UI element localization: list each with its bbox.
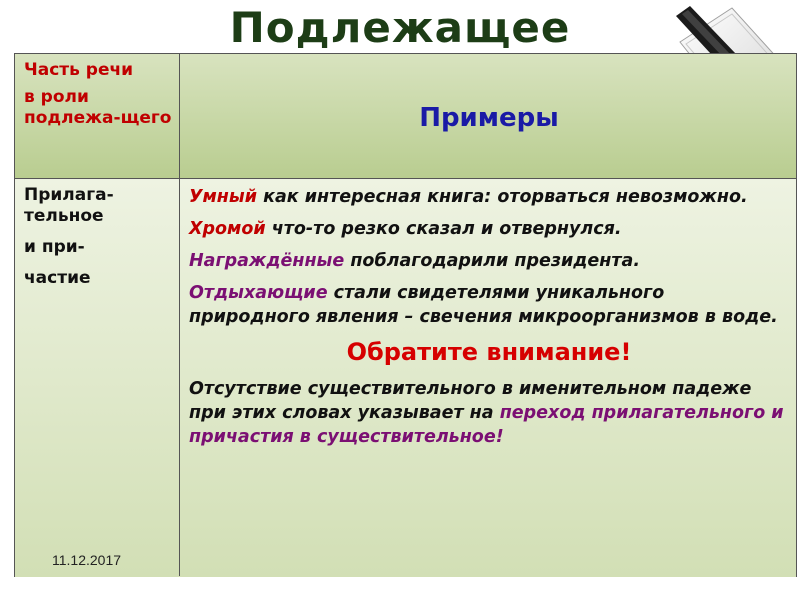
example-rest: как интересная книга: оторваться невозможно. xyxy=(256,187,748,207)
note-text: Отсутствие существительного в именительном падеже при этих словах указывает на xyxy=(189,379,752,423)
part-of-speech-line: частие xyxy=(24,268,91,288)
example-sentence xyxy=(189,185,789,209)
part-of-speech-line: и при- xyxy=(24,237,85,257)
table-row xyxy=(15,179,796,577)
part-of-speech-line: тельное xyxy=(24,206,104,226)
table-header-row xyxy=(15,54,796,178)
note-paragraph xyxy=(189,377,789,449)
example-sentence xyxy=(189,281,789,329)
slide-title: Подлежащее xyxy=(229,3,571,52)
part-of-speech-cell xyxy=(24,185,176,289)
part-of-speech-line: Прилага- xyxy=(24,185,114,205)
example-sentence xyxy=(189,217,789,241)
note-highlight: переход прилагательного и причастия в существительное! xyxy=(189,403,784,447)
row-divider xyxy=(15,178,796,179)
example-subject-word: Отдыхающие xyxy=(189,283,328,303)
example-sentence xyxy=(189,249,789,273)
example-rest: что-то резко сказал и отвернулся. xyxy=(265,219,622,239)
header-part-of-speech xyxy=(24,60,176,129)
header-part-of-speech-line1: Часть речи xyxy=(24,60,134,80)
example-subject-word: Умный xyxy=(189,187,257,207)
column-divider xyxy=(179,54,180,576)
header-examples: Примеры xyxy=(419,103,559,133)
example-rest: стали свидетелями уникального природного явления – свечения микроорганизмов в воде. xyxy=(189,283,778,327)
slide-date: 11.12.2017 xyxy=(52,552,122,568)
example-subject-word: Награждённые xyxy=(189,251,345,271)
examples-cell xyxy=(189,185,789,457)
example-rest: поблагодарили президента. xyxy=(344,251,640,271)
attention-notice: Обратите внимание! xyxy=(346,338,632,366)
examples-table xyxy=(14,53,797,577)
example-subject-word: Хромой xyxy=(189,219,266,239)
header-part-of-speech-line2: в роли подлежа-щего xyxy=(24,87,172,128)
